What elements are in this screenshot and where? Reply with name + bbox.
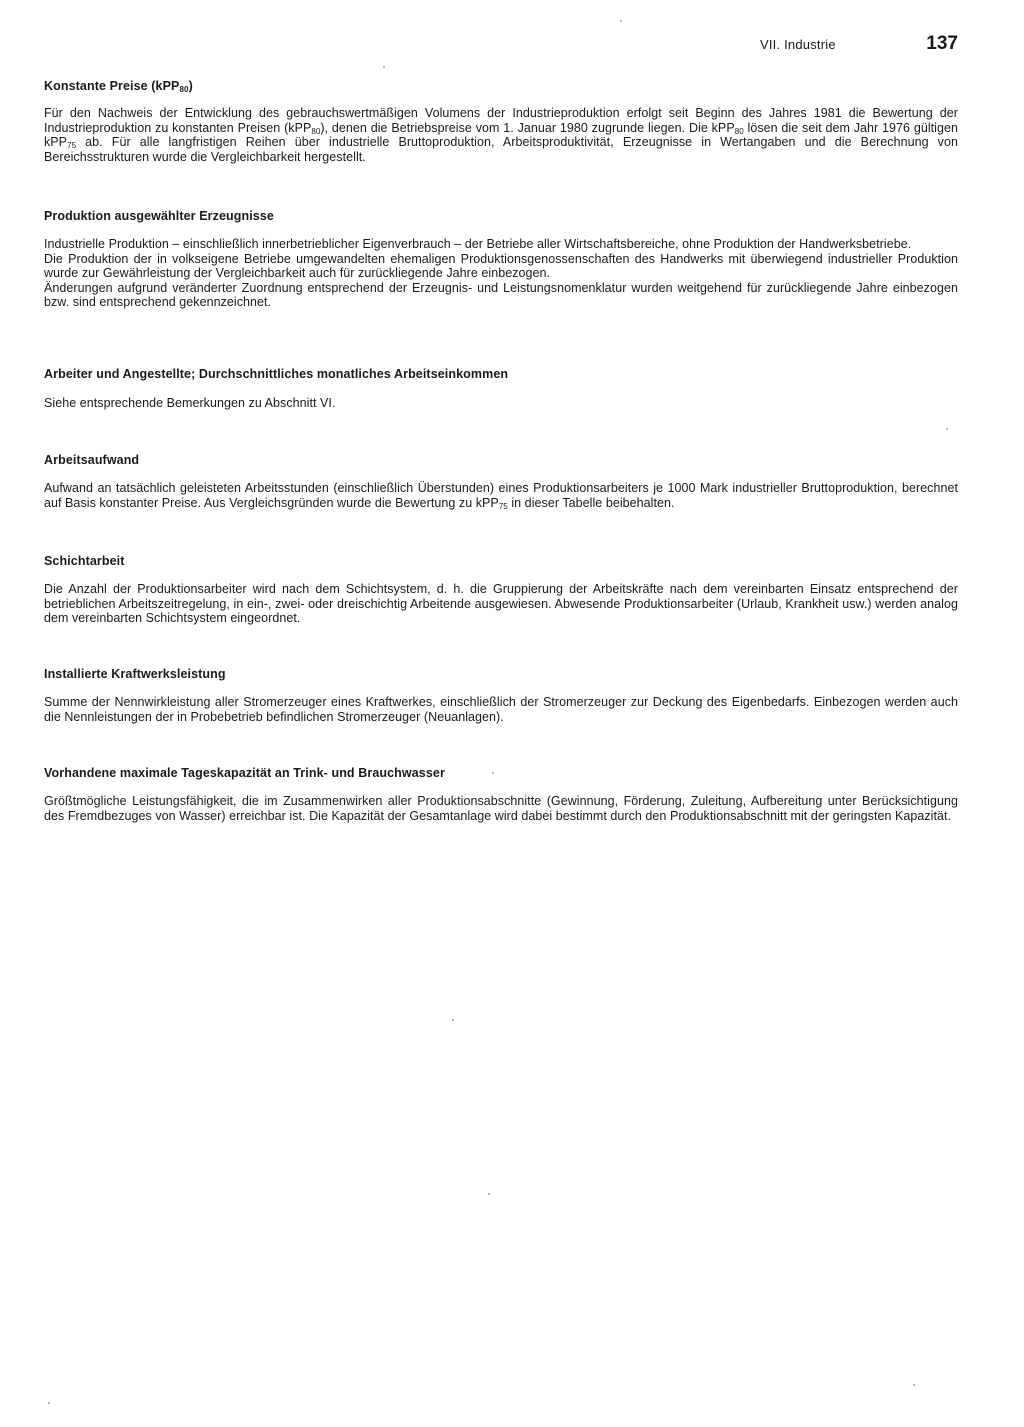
section-schichtarbeit: [44, 554, 958, 626]
scan-speck: [913, 1384, 915, 1386]
section-arbeitsaufwand: [44, 453, 958, 510]
paragraph: Änderungen aufgrund veränderter Zuordnung entsprechend der Erzeugnis- und Leistungsnomenklatur wurden weitgehend für zurückliegende Jahre einbezogen bzw. sind entsprechend gekennzeichnet.: [44, 280, 958, 310]
section-produktion-erzeugnisse: [44, 209, 958, 310]
section-heading: Arbeitsaufwand: [44, 453, 140, 467]
section-heading: Produktion ausgewählter Erzeugnisse: [44, 209, 274, 223]
section-konstante-preise: [44, 79, 958, 164]
section-heading: Schichtarbeit: [44, 554, 125, 568]
scan-speck: [492, 772, 494, 774]
paragraph: Die Produktion der in volkseigene Betriebe umgewandelten ehemaligen Produktionsgenossenschaften des Handwerks mit überwiegend industrieller Produktion wurde zur Gewährleistung der Vergleichbarkeit auch für zurückliegende Jahre einbezogen.: [44, 251, 958, 281]
chapter-title: VII. Industrie: [760, 37, 836, 52]
scan-speck: [383, 66, 385, 68]
section-kraftwerksleistung: [44, 667, 958, 724]
scan-speck: [452, 1019, 454, 1021]
paragraph: Die Anzahl der Produktionsarbeiter wird nach dem Schichtsystem, d. h. die Gruppierung der Arbeitskräfte nach dem vereinbarten Einsatz entsprechend der betrieblichen Arbeitszeitregelung, in ein-, zwei- oder dreischichtig Arbeitende ausgewiesen. Abwesende Produktionsarbeiter (Urlaub, Krankheit usw.) werden analog dem vereinbarten Schichtsystem eingeordnet.: [44, 582, 958, 626]
page-number: 137: [926, 33, 958, 54]
section-heading: Konstante Preise (kPP$_{80}$): [44, 79, 193, 94]
paragraph: Siehe entsprechende Bemerkungen zu Abschnitt VI.: [44, 396, 336, 410]
scan-speck: [946, 428, 948, 430]
paragraph: Summe der Nennwirkleistung aller Stromerzeuger eines Kraftwerkes, einschließlich der Stromerzeuger zur Deckung des Eigenbedarfs. Einbezogen werden auch die Nennleistungen der in Probebetrieb befindlichen Stromerzeuger (Neuanlagen).: [44, 695, 958, 724]
section-heading: Arbeiter und Angestellte; Durchschnittliches monatliches Arbeitseinkommen: [44, 367, 509, 381]
section-heading: Vorhandene maximale Tageskapazität an Trink- und Brauchwasser: [44, 766, 445, 780]
section-tageskapazitaet-wasser: [44, 766, 958, 823]
paragraph: Für den Nachweis der Entwicklung des gebrauchswertmäßigen Volumens der Industrieproduktion erfolgt seit Beginn des Jahres 1981 die Bewertung der Industrieproduktion zu konstanten Preisen (kPP$_{80}$), denen die Betriebspreise vom 1. Januar 1980 zugrunde liegen. Die kPP$_{80}$ lösen die seit dem Jahr 1976 gültigen kPP$_{75}$ ab. Für alle langfristigen Reihen über industrielle Bruttoproduktion, Arbeitsproduktivität, Erzeugnisse in Wertangaben und die Berechnung von Bereichsstrukturen wurde die Vergleichbarkeit hergestellt.: [44, 106, 959, 164]
scan-speck: [488, 1193, 490, 1195]
paragraph: Industrielle Produktion – einschließlich innerbetrieblicher Eigenverbrauch – der Betriebe aller Wirtschaftsbereiche, ohne Produktion der Handwerksbetriebe.: [44, 237, 912, 251]
paragraph: Größtmögliche Leistungsfähigkeit, die im Zusammenwirken aller Produktionsabschnitte (Gewinnung, Förderung, Zuleitung, Aufbereitung unter Berücksichtigung des Fremdbezuges von Wasser) erreichbar ist. Die Kapazität der Gesamtanlage wird dabei bestimmt durch den Produktionsabschnitt mit der geringsten Kapazität.: [44, 794, 958, 823]
section-arbeiter-angestellte: [44, 367, 958, 411]
scan-speck: [48, 1402, 50, 1404]
scan-speck: [620, 20, 622, 22]
running-header: [760, 33, 960, 58]
paragraph: Aufwand an tatsächlich geleisteten Arbeitsstunden (einschließlich Überstunden) eines Produktionsarbeiters je 1000 Mark industrieller Bruttoproduktion, berechnet auf Basis konstanter Preise. Aus Vergleichsgründen wurde die Bewertung zu kPP$_{75}$ in dieser Tabelle beibehalten.: [44, 481, 958, 511]
section-heading: Installierte Kraftwerksleistung: [44, 667, 226, 681]
